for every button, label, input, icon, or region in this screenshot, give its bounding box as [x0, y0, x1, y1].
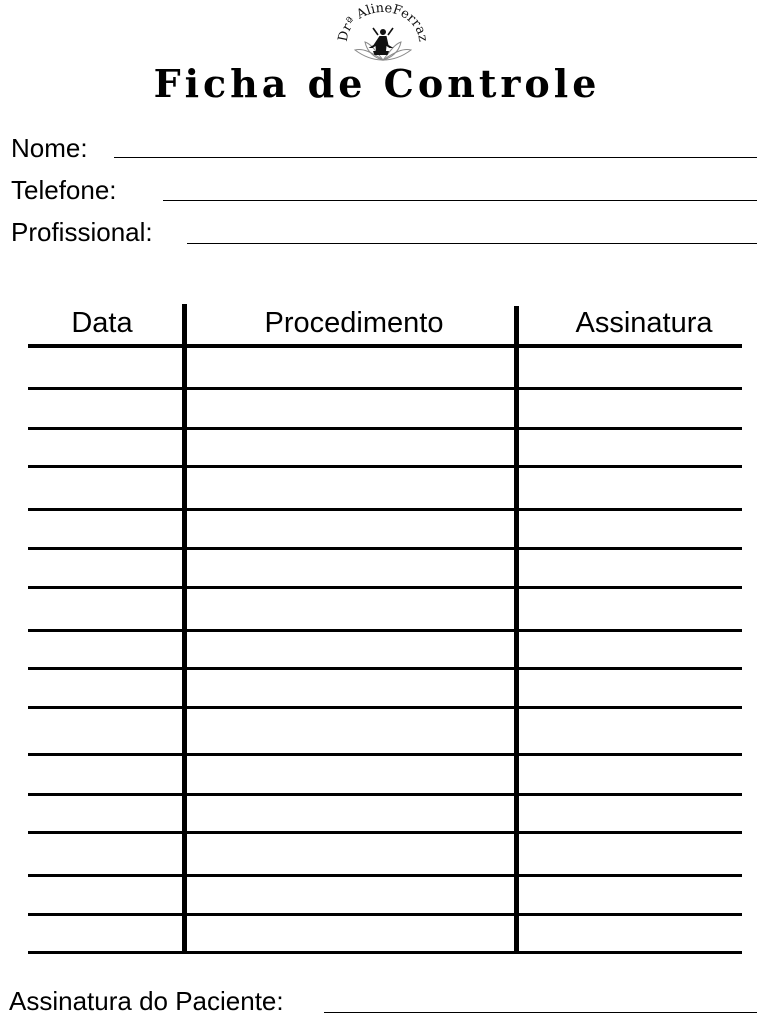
table-header-rule	[28, 344, 742, 348]
table-row[interactable]	[28, 706, 742, 709]
header-procedimento: Procedimento	[264, 307, 444, 339]
header-assinatura: Assinatura	[575, 307, 713, 339]
table-row[interactable]	[28, 831, 742, 834]
assinatura-paciente-label: Assinatura do Paciente:	[9, 986, 284, 1016]
header-data: Data	[71, 307, 133, 339]
table-row[interactable]	[28, 753, 742, 756]
table-row[interactable]	[28, 667, 742, 670]
table-row[interactable]	[28, 427, 742, 430]
column-divider	[514, 306, 519, 954]
assinatura-paciente-field[interactable]	[324, 1012, 757, 1013]
table-row[interactable]	[28, 387, 742, 390]
nome-field[interactable]	[114, 157, 757, 158]
table-row[interactable]	[28, 874, 742, 877]
page-title: Ficha de Controle	[153, 61, 601, 106]
brand-logo	[333, 2, 433, 66]
table-row[interactable]	[28, 586, 742, 589]
profissional-label: Profissional:	[11, 217, 153, 247]
table-row[interactable]	[28, 793, 742, 796]
logo-text: Drª AlineFerraz	[335, 2, 431, 43]
profissional-field[interactable]	[187, 243, 757, 244]
table-row[interactable]	[28, 629, 742, 632]
table-row[interactable]	[28, 951, 742, 954]
table-row[interactable]	[28, 465, 742, 468]
column-divider	[182, 304, 187, 954]
table-row[interactable]	[28, 547, 742, 550]
telefone-label: Telefone:	[11, 175, 117, 205]
table-row[interactable]	[28, 913, 742, 916]
table-row[interactable]	[28, 508, 742, 511]
telefone-field[interactable]	[163, 200, 757, 201]
nome-label: Nome:	[11, 133, 88, 163]
